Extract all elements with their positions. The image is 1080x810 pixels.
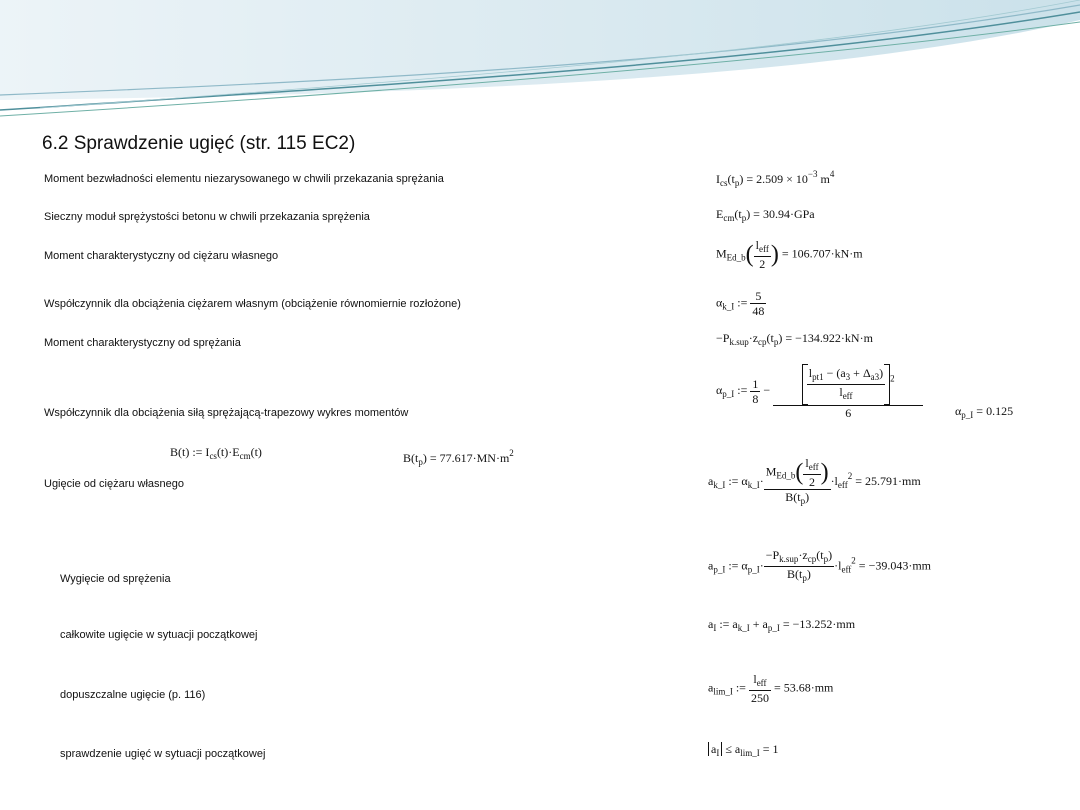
formula-allowable-deflection: $a_{lim\_I}$ := $\frac{l_{eff}}{250}$ = 53.68·mm: [708, 672, 834, 705]
formula-moment-prestress: $-P_{k.sup}\cdot z_{cp}(t_p) = -134.922\cdot kN\cdot m$: [716, 331, 873, 347]
formula-camber-prestress: $a_{p\_I}$ := $\alpha_{p\_I}\cdot$ $\frac{-P_{k.sup}\cdot z_{cp}(t_p)}{B(t_p)}$ $\cdot l_{eff}^2 = -39.043\cdot mm$: [708, 548, 931, 583]
label-moment-self: Moment charakterystyczny od ciężaru własnego: [44, 250, 279, 262]
formula-stiffness-def: B(t) := $I_{cs}(t)\cdot E_{cm}(t)$: [170, 445, 262, 461]
formula-modulus: $E_{cm}(t_p) = 30.94\cdot GPa$: [716, 207, 815, 223]
section-heading: 6.2 Sprawdzenie ugięć (str. 115 EC2): [42, 133, 356, 154]
label-deflection-check: sprawdzenie ugięć w sytuacji początkowej: [60, 748, 266, 760]
formula-total-deflection: $a_I$ := $a_{k\_I} + a_{p\_I} = -13.252\cdot mm$: [708, 617, 856, 633]
result-coef-prestress: $\alpha_{p\_I} = 0.125$: [955, 404, 1014, 420]
formula-inertia: $I_{cs}(t_p) = 2.509 \times 10^{-3}$ $m^4$: [716, 169, 835, 188]
formula-deflection-self: $a_{k\_I}$ := $\alpha_{k\_I}\cdot$ $M_{Ed\_b}$( $\frac{l_{eff}}{2}$ ) $B(t_p)$ $\cdot l_{eff}^2 = 25.791\cdot mm$: [708, 456, 921, 506]
formula-deflection-check: $a_I \le a_{lim\_I} = 1$: [708, 743, 779, 758]
label-coef-prestress: Współczynnik dla obciążenia siłą sprężającą-trapezowy wykres momentów: [44, 407, 409, 419]
formula-moment-self: $M_{Ed\_b}$( $\frac{l_{eff}}{2}$ ) = 106.707·kN·m: [716, 238, 863, 271]
label-moment-prestress: Moment charakterystyczny od sprężania: [44, 337, 241, 349]
label-inertia: Moment bezwładności elementu niezarysowanego w chwili przekazania sprężania: [44, 173, 444, 185]
formula-coef-self: $\alpha_{k\_I}$ := $\frac{5}{48}$: [716, 289, 765, 318]
label-camber-prestress: Wygięcie od sprężenia: [60, 573, 171, 585]
label-deflection-self: Ugięcie od ciężaru własnego: [44, 478, 185, 490]
formula-stiffness-value: $B(t_p) = 77.617\cdot MN\cdot m^2$: [403, 448, 514, 467]
label-total-deflection: całkowite ugięcie w sytuacji początkowej: [60, 629, 258, 641]
label-allowable-deflection: dopuszczalne ugięcie (p. 116): [60, 689, 206, 701]
formula-coef-prestress: $\alpha_{p\_I}$ := $\frac{1}{8}$ − $\frac{l_{pt1} - (a_3 + \Delta_{a3})}{l_{eff}}$ $^2$ 6: [716, 362, 923, 420]
label-modulus: Sieczny moduł sprężystości betonu w chwili przekazania sprężenia: [44, 211, 370, 223]
label-coef-self: Współczynnik dla obciążenia ciężarem własnym (obciążenie równomiernie rozłożone): [44, 298, 461, 310]
decorative-swoosh: [0, 0, 1080, 130]
